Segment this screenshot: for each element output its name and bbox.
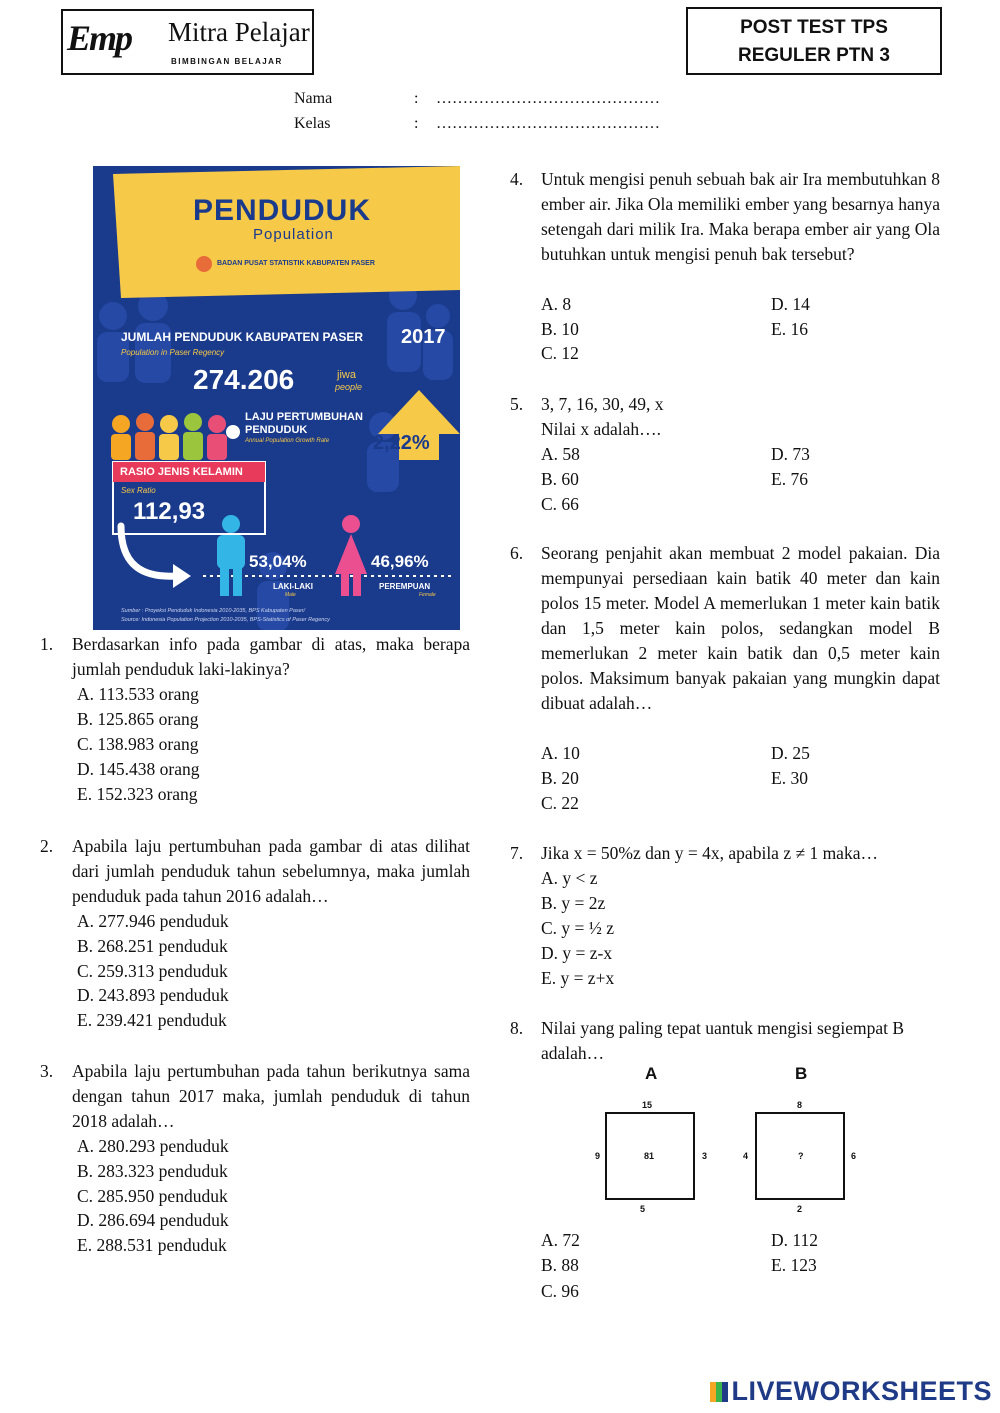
- option-6a[interactable]: A. 10: [541, 743, 580, 763]
- sex-ratio-value: 112,93: [133, 498, 206, 525]
- option-6e[interactable]: E. 30: [771, 768, 808, 788]
- total-sub: Population in Paser Regency: [121, 348, 225, 357]
- option-6d[interactable]: D. 25: [771, 743, 810, 763]
- option-7b[interactable]: B. y = 2z: [541, 893, 606, 913]
- female-label: PEREMPUAN: [379, 582, 431, 591]
- option-3a[interactable]: A. 280.293 penduduk: [77, 1136, 229, 1156]
- title-line-1: POST TEST TPS: [740, 17, 888, 38]
- option-2b[interactable]: B. 268.251 penduduk: [77, 936, 228, 956]
- year: 2017: [401, 326, 446, 348]
- total-unit: jiwa: [337, 369, 356, 381]
- square-a-bottom: 5: [640, 1204, 646, 1214]
- question-number: 4.: [510, 169, 524, 189]
- growth-sub: Annual Population Growth Rate: [245, 438, 330, 444]
- option-4e[interactable]: E. 16: [771, 319, 808, 339]
- option-3b[interactable]: B. 283.323 penduduk: [77, 1161, 228, 1181]
- source-line-1: Sumber : Proyeksi Penduduk Indonesia 2010-2035, BPS Kabupaten Paser/: [121, 608, 306, 614]
- option-5e[interactable]: E. 76: [771, 469, 808, 489]
- question-number: 8.: [510, 1018, 524, 1038]
- option-3c[interactable]: C. 285.950 penduduk: [77, 1186, 228, 1206]
- question-text: Nilai x adalah….: [541, 419, 662, 439]
- title-line-2: REGULER PTN 3: [737, 45, 891, 66]
- logo: [61, 9, 314, 75]
- logo-mark: Emp: [67, 18, 132, 58]
- class-blank: ……………………………………: [436, 115, 660, 132]
- option-1d[interactable]: D. 145.438 orang: [77, 759, 200, 779]
- liveworksheets-logo-icon: [710, 1382, 728, 1402]
- option-4b[interactable]: B. 10: [541, 319, 579, 339]
- total-value: 274.206: [193, 364, 295, 395]
- name-field[interactable]: Nama : ……………………………………: [294, 90, 660, 107]
- option-7e[interactable]: E. y = z+x: [541, 968, 615, 988]
- question-8: [510, 1016, 940, 1066]
- liveworksheets-watermark: [710, 1376, 992, 1407]
- question-number: 6.: [510, 543, 524, 563]
- option-2c[interactable]: C. 259.313 penduduk: [77, 961, 228, 981]
- male-label: LAKI-LAKI: [273, 582, 313, 591]
- male-sub: Male: [285, 592, 296, 598]
- question-text: Apabila laju pertumbuhan pada tahun berikutnya sama dengan tahun 2017 maka, jumlah penduduk di tahun 2018 adalah…: [72, 1061, 470, 1131]
- test-title: [686, 7, 942, 75]
- option-8a[interactable]: A. 72: [541, 1230, 580, 1250]
- option-4d[interactable]: D. 14: [771, 294, 810, 314]
- class-label: Kelas: [294, 115, 331, 132]
- infographic-title: PENDUDUK: [193, 194, 372, 227]
- population-infographic: [93, 166, 460, 630]
- male-percent: 53,04%: [249, 552, 307, 571]
- female-icon: [335, 515, 367, 596]
- total-label: JUMLAH PENDUDUK KABUPATEN PASER: [121, 330, 364, 344]
- option-8e[interactable]: E. 123: [771, 1255, 817, 1275]
- source-line-2: Source: Indonesia Population Projection 2010-2035, BPS-Statistics of Paser Regency: [121, 617, 330, 623]
- logo-subtitle: BIMBINGAN BELAJAR: [171, 57, 283, 66]
- question-number: 3.: [40, 1061, 54, 1081]
- square-a-label: A: [645, 1064, 658, 1083]
- square-a-top: 15: [642, 1100, 653, 1110]
- option-7c[interactable]: C. y = ½ z: [541, 918, 615, 938]
- option-4a[interactable]: A. 8: [541, 294, 572, 314]
- question-text: Nilai yang paling tepat uantuk mengisi segiempat B adalah…: [541, 1018, 905, 1063]
- option-1c[interactable]: C. 138.983 orang: [77, 734, 199, 754]
- question-1: [40, 632, 470, 682]
- growth-label-2: PENDUDUK: [245, 424, 308, 436]
- female-sub: Female: [419, 592, 436, 598]
- option-5c[interactable]: C. 66: [541, 494, 579, 514]
- question-number: 7.: [510, 843, 524, 863]
- question-text: Untuk mengisi penuh sebuah bak air Ira membutuhkan 8 ember air. Jika Ola memiliki ember yang besarnya hanya setengah dari milik Ira. Maka berapa ember air yang Ola butuhkan untuk mengisi penuh bak tersebut?: [541, 169, 940, 264]
- agency-name: BADAN PUSAT STATISTIK KABUPATEN PASER: [217, 260, 375, 267]
- growth-value: 2,22%: [373, 432, 430, 454]
- total-unit-sub: people: [335, 382, 363, 392]
- class-field[interactable]: Kelas : ……………………………………: [294, 115, 660, 132]
- option-1a[interactable]: A. 113.533 orang: [77, 684, 199, 704]
- question-5: [510, 392, 940, 442]
- question-text: Seorang penjahit akan membuat 2 model pakaian. Dia mempunyai persediaan kain batik 40 meter dan kain polos 15 meter. Model A memerlukan 1 meter kain batik dan 1,5 meter kain polos, sedangkan model B memerlukan 2 meter kain batik dan 0,5 meter kain polos. Maksimum banyak pakaian yang mungkin dapat dibuat adalah…: [541, 543, 940, 713]
- option-2e[interactable]: E. 239.421 penduduk: [77, 1010, 227, 1030]
- square-b-label: B: [795, 1064, 808, 1083]
- option-4c[interactable]: C. 12: [541, 343, 579, 363]
- option-3e[interactable]: E. 288.531 penduduk: [77, 1235, 227, 1255]
- question-2: [40, 834, 470, 909]
- option-8c[interactable]: C. 96: [541, 1281, 579, 1301]
- square-a-right: 3: [702, 1151, 708, 1161]
- question-4: [510, 167, 940, 292]
- logo-name: Mitra Pelajar: [168, 17, 310, 47]
- square-b-bottom: 2: [797, 1204, 803, 1214]
- square-b-right: 6: [851, 1151, 857, 1161]
- growth-label-1: LAJU PERTUMBUHAN: [245, 411, 363, 423]
- question-6: [510, 541, 940, 741]
- square-b-left: 4: [743, 1151, 749, 1161]
- sex-ratio-sub: Sex Ratio: [121, 486, 156, 495]
- sex-ratio-label: RASIO JENIS KELAMIN: [120, 466, 243, 478]
- option-7a[interactable]: A. y < z: [541, 868, 598, 888]
- question-7: [510, 841, 940, 866]
- option-6c[interactable]: C. 22: [541, 793, 579, 813]
- option-5b[interactable]: B. 60: [541, 469, 579, 489]
- female-percent: 46,96%: [371, 552, 429, 571]
- option-2d[interactable]: D. 243.893 penduduk: [77, 985, 229, 1005]
- name-blank: ……………………………………: [436, 90, 660, 107]
- option-7d[interactable]: D. y = z-x: [541, 943, 613, 963]
- option-6b[interactable]: B. 20: [541, 768, 579, 788]
- question-text: Jika x = 50%z dan y = 4x, apabila z ≠ 1 maka…: [541, 843, 878, 863]
- square-b-top: 8: [797, 1100, 803, 1110]
- square-b-center: ?: [798, 1151, 804, 1161]
- option-2a[interactable]: A. 277.946 penduduk: [77, 911, 229, 931]
- square-a-left: 9: [595, 1151, 601, 1161]
- option-5a[interactable]: A. 58: [541, 444, 580, 464]
- question-text: Apabila laju pertumbuhan pada gambar di atas dilihat dari jumlah penduduk tahun sebelumnya, maka jumlah penduduk pada tahun 2016 adalah…: [72, 836, 470, 906]
- infographic-subtitle: Population: [253, 226, 334, 243]
- square-figure: [580, 1062, 880, 1222]
- option-1e[interactable]: E. 152.323 orang: [77, 784, 198, 804]
- question-number: 1.: [40, 634, 54, 654]
- option-8b[interactable]: B. 88: [541, 1255, 579, 1275]
- name-label: Nama: [294, 90, 333, 107]
- question-sequence: 3, 7, 16, 30, 49, x: [541, 394, 664, 414]
- option-3d[interactable]: D. 286.694 penduduk: [77, 1210, 229, 1230]
- question-number: 2.: [40, 836, 54, 856]
- option-5d[interactable]: D. 73: [771, 444, 810, 464]
- watermark-text: LIVEWORKSHEETS: [731, 1376, 992, 1406]
- question-number: 5.: [510, 394, 524, 414]
- option-1b[interactable]: B. 125.865 orang: [77, 709, 199, 729]
- option-8d[interactable]: D. 112: [771, 1230, 818, 1250]
- question-text: Berdasarkan info pada gambar di atas, maka berapa jumlah penduduk laki-lakinya?: [72, 634, 470, 679]
- question-3: [40, 1059, 470, 1134]
- square-a-center: 81: [644, 1151, 655, 1161]
